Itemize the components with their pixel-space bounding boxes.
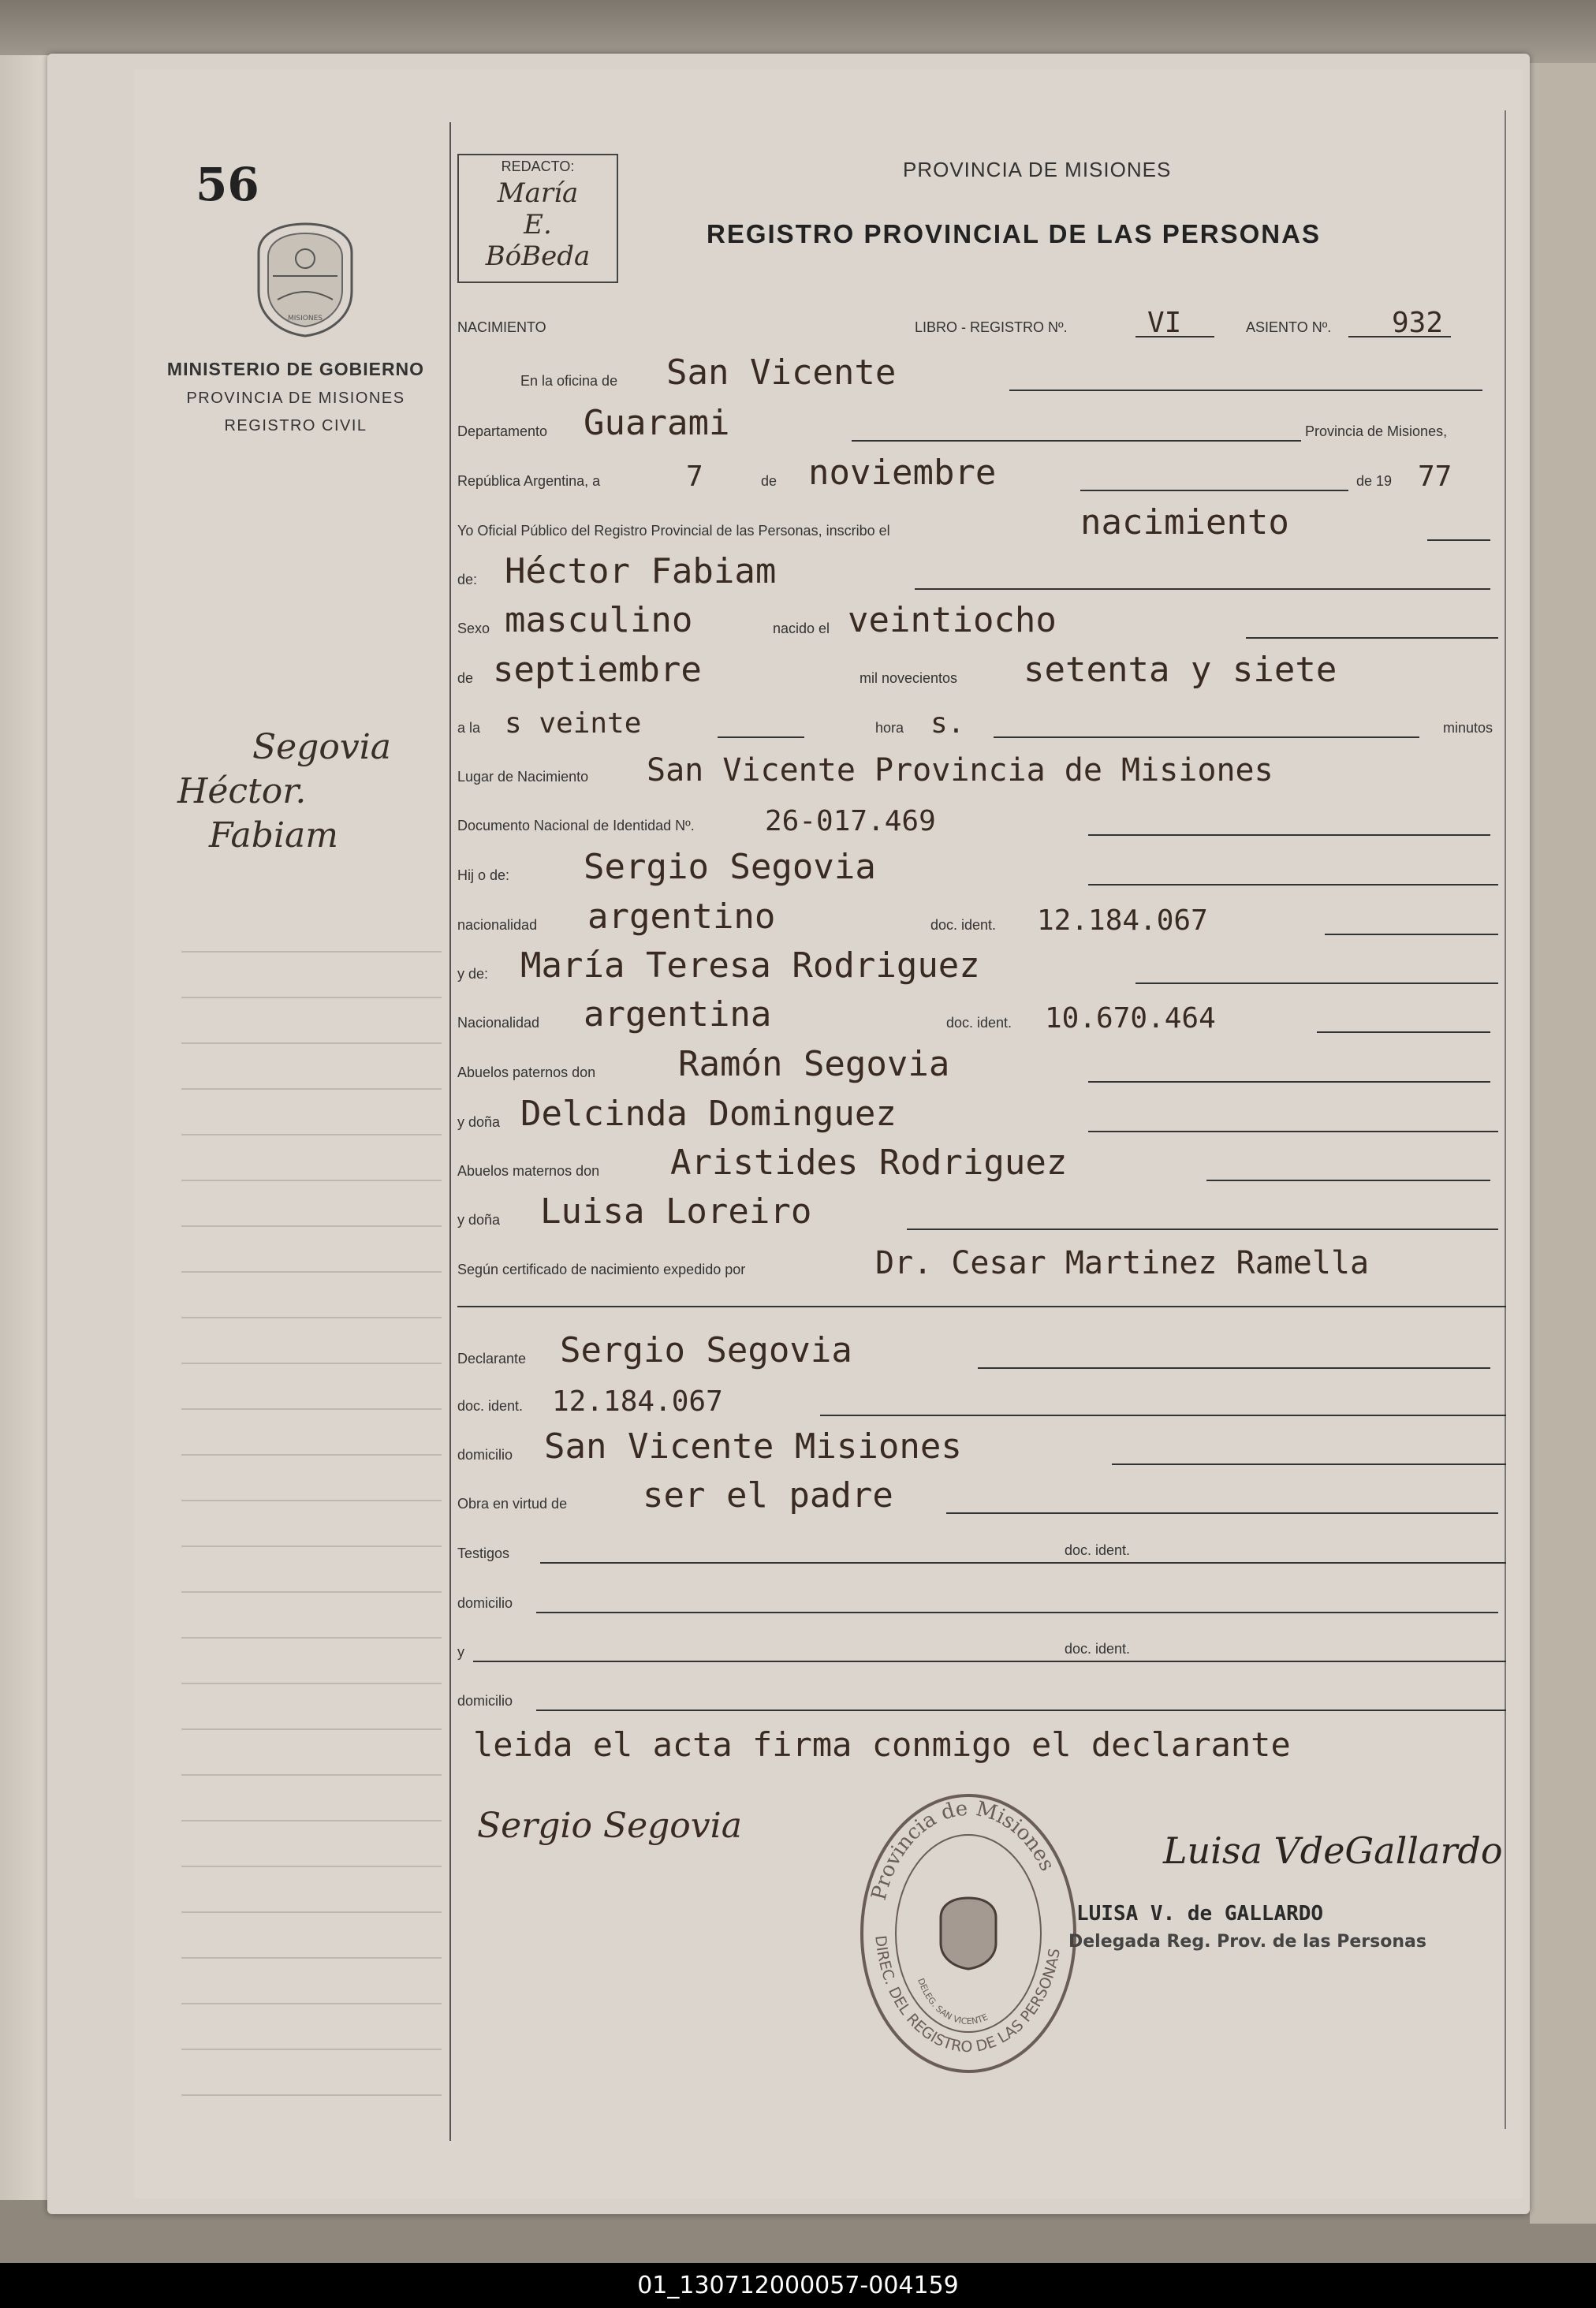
row-persona bbox=[457, 552, 1506, 598]
svg-text:Provincia de Misiones bbox=[867, 1797, 1059, 1903]
label-alas: a la bbox=[457, 720, 481, 736]
crest-icon bbox=[254, 221, 356, 339]
value-abuelo-paterno: Ramón Segovia bbox=[678, 1044, 950, 1084]
redacto-label: REDACTO: bbox=[501, 158, 575, 174]
value-sexo: masculino bbox=[505, 600, 693, 640]
ministry-province: PROVINCIA DE MISIONES bbox=[186, 390, 405, 407]
row-leida bbox=[457, 1715, 1506, 1770]
label-departamento: Departamento bbox=[457, 423, 548, 439]
value-madre: María Teresa Rodriguez bbox=[520, 945, 980, 986]
label-minutos: minutos bbox=[1443, 720, 1493, 736]
official-role: Delegada Reg. Prov. de las Personas bbox=[1068, 1932, 1426, 1952]
label-de-persona: de: bbox=[457, 572, 478, 587]
label-doc-padre: doc. ident. bbox=[930, 917, 997, 933]
value-doc-madre: 10.670.464 bbox=[1045, 1002, 1216, 1035]
label-obra: Obra en virtud de bbox=[457, 1496, 568, 1512]
row-oficial bbox=[457, 503, 1506, 549]
value-padre: Sergio Segovia bbox=[584, 847, 876, 887]
label-de-mes: de bbox=[457, 670, 474, 686]
label-doc-declarante: doc. ident. bbox=[457, 1398, 524, 1414]
label-nacionalidad-madre: Nacionalidad bbox=[457, 1015, 540, 1031]
label-domicilio-testigo-1: domicilio bbox=[457, 1595, 513, 1611]
row-hijo bbox=[457, 848, 1506, 893]
redacto-name-line: E. bbox=[524, 209, 552, 240]
redacto-name bbox=[459, 177, 617, 272]
page-number: 56 bbox=[196, 158, 259, 211]
value-mes-nacimiento: septiembre bbox=[493, 650, 702, 690]
label-domicilio: domicilio bbox=[457, 1447, 513, 1463]
row-lugar bbox=[457, 749, 1506, 795]
ministry-title: MINISTERIO DE GOBIERNO bbox=[166, 359, 425, 379]
row-abuelo-materno bbox=[457, 1143, 1506, 1189]
row-declarante bbox=[457, 1331, 1506, 1377]
margin-note-line: Fabiam bbox=[209, 815, 338, 856]
label-de: de bbox=[761, 473, 777, 489]
label-y-dona-2: y doña bbox=[457, 1212, 501, 1228]
label-doc-testigo-1: doc. ident. bbox=[1065, 1542, 1131, 1558]
row-testigos bbox=[457, 1526, 1506, 1572]
value-anio-nacimiento: setenta y siete bbox=[1024, 650, 1337, 690]
label-hora: hora bbox=[875, 720, 904, 736]
ministry-block bbox=[166, 359, 426, 435]
row-obra bbox=[457, 1476, 1506, 1522]
redacto-name-line: María bbox=[497, 177, 579, 209]
row-hora bbox=[457, 700, 1506, 746]
value-hora2: s. bbox=[930, 707, 965, 740]
value-oficina: San Vicente bbox=[666, 352, 897, 393]
value-abuela-paterna: Delcinda Dominguez bbox=[520, 1094, 897, 1134]
row-blank bbox=[457, 1270, 1506, 1315]
row-doc-declarante bbox=[457, 1378, 1506, 1424]
label-sexo: Sexo bbox=[457, 621, 490, 636]
label-asiento: ASIENTO Nº. bbox=[1246, 319, 1332, 335]
header-registry: REGISTRO PROVINCIAL DE LAS PERSONAS bbox=[707, 219, 1321, 248]
value-acto: nacimiento bbox=[1080, 502, 1289, 543]
crest-label: MISIONES bbox=[287, 315, 323, 323]
row-fecha bbox=[457, 453, 1506, 499]
value-certificado: Dr. Cesar Martinez Ramella bbox=[875, 1245, 1370, 1281]
label-provincia: Provincia de Misiones, bbox=[1305, 423, 1448, 439]
value-abuelo-materno: Aristides Rodriguez bbox=[670, 1143, 1068, 1183]
value-hora: s veinte bbox=[505, 707, 642, 740]
margin-note bbox=[177, 725, 391, 858]
value-nacido: veintiocho bbox=[848, 600, 1057, 640]
row-madre bbox=[457, 946, 1506, 992]
stamp-inner-text: DELEG. SAN VICENTE bbox=[915, 1977, 990, 2027]
label-declarante: Declarante bbox=[457, 1351, 527, 1367]
label-mil: mil novecientos bbox=[860, 670, 958, 686]
row-domicilio-testigo-2 bbox=[457, 1673, 1506, 1719]
label-abuelos-paternos: Abuelos paternos don bbox=[457, 1065, 596, 1080]
official-name: LUISA V. de GALLARDO bbox=[1076, 1902, 1324, 1926]
redacto-name-line: BóBeda bbox=[485, 240, 591, 272]
label-libro: LIBRO - REGISTRO Nº. bbox=[915, 319, 1068, 335]
ministry-registry: REGISTRO CIVIL bbox=[224, 417, 367, 434]
value-obra: ser el padre bbox=[643, 1475, 893, 1516]
label-hijo: Hij o de: bbox=[457, 867, 510, 883]
label-de19: de 19 bbox=[1356, 473, 1393, 489]
official-signature-block bbox=[1068, 1814, 1518, 1987]
label-oficina: En la oficina de bbox=[520, 373, 618, 389]
label-nacimiento: NACIMIENTO bbox=[457, 319, 546, 335]
label-nacido: nacido el bbox=[773, 621, 830, 636]
label-nacionalidad-padre: nacionalidad bbox=[457, 917, 538, 933]
value-persona: Héctor Fabiam bbox=[505, 551, 777, 591]
value-nacionalidad-padre: argentino bbox=[587, 897, 776, 937]
image-id-text: 01_130712000057-004159 bbox=[637, 2272, 959, 2299]
redacto-box bbox=[457, 154, 618, 283]
value-asiento: 932 bbox=[1392, 307, 1444, 339]
row-oficina bbox=[457, 353, 1506, 399]
value-departamento: Guarami bbox=[584, 403, 730, 443]
label-y: y bbox=[457, 1644, 464, 1660]
label-republica: República Argentina, a bbox=[457, 473, 601, 489]
declarant-signature: Sergio Segovia bbox=[477, 1806, 742, 1846]
row-libro bbox=[457, 300, 1506, 345]
value-leida: leida el acta firma conmigo el declarante bbox=[473, 1725, 1291, 1764]
value-dia: 7 bbox=[686, 460, 703, 493]
label-oficial: Yo Oficial Público del Registro Provincial de las Personas, inscribo el bbox=[457, 523, 890, 539]
label-y-de: y de: bbox=[457, 966, 489, 982]
row-domicilio-testigo-1 bbox=[457, 1575, 1506, 1621]
label-testigos: Testigos bbox=[457, 1546, 510, 1561]
value-dni: 26-017.469 bbox=[765, 805, 936, 837]
row-abuelo-paterno bbox=[457, 1045, 1506, 1091]
row-nacionalidad-padre bbox=[457, 897, 1506, 943]
label-abuelos-maternos: Abuelos maternos don bbox=[457, 1163, 600, 1179]
value-declarante: Sergio Segovia bbox=[560, 1330, 852, 1370]
value-domicilio: San Vicente Misiones bbox=[544, 1426, 962, 1467]
value-doc-declarante: 12.184.067 bbox=[552, 1385, 723, 1418]
label-dni: Documento Nacional de Identidad Nº. bbox=[457, 818, 695, 833]
row-testigo-2 bbox=[457, 1624, 1506, 1670]
label-y-dona-1: y doña bbox=[457, 1114, 501, 1130]
header-province: PROVINCIA DE MISIONES bbox=[903, 158, 1172, 181]
row-sexo bbox=[457, 601, 1506, 647]
registry-stamp bbox=[858, 1792, 1079, 2075]
label-doc-testigo-2: doc. ident. bbox=[1065, 1641, 1131, 1657]
margin-ruled-lines bbox=[181, 907, 442, 2137]
value-nacionalidad-madre: argentina bbox=[584, 994, 772, 1035]
row-abuela-materna bbox=[457, 1192, 1506, 1238]
value-doc-padre: 12.184.067 bbox=[1037, 904, 1208, 937]
value-lugar: San Vicente Provincia de Misiones bbox=[647, 752, 1273, 789]
value-libro: VI bbox=[1147, 307, 1182, 339]
page-stack-edge bbox=[1530, 63, 1596, 2224]
margin-divider bbox=[449, 122, 451, 2141]
official-signature: Luisa VdeGallardo bbox=[1163, 1829, 1503, 1872]
svg-text:DELEG. SAN VICENTE bbox=[915, 1977, 990, 2026]
margin-note-line: Héctor. bbox=[177, 771, 307, 811]
label-lugar: Lugar de Nacimiento bbox=[457, 769, 589, 785]
value-mes: noviembre bbox=[808, 453, 997, 493]
row-departamento bbox=[457, 404, 1506, 449]
value-anio: 77 bbox=[1418, 460, 1452, 493]
row-nacimiento-anio bbox=[457, 651, 1506, 696]
value-abuela-materna: Luisa Loreiro bbox=[540, 1191, 812, 1232]
stamp-bottom-text: DIREC. DEL REGISTRO DE LAS PERSONAS bbox=[871, 1934, 1064, 2056]
label-doc-madre: doc. ident. bbox=[946, 1015, 1012, 1031]
row-dni bbox=[457, 798, 1506, 844]
label-domicilio-testigo-2: domicilio bbox=[457, 1693, 513, 1709]
image-id-bar bbox=[0, 2263, 1596, 2308]
row-domicilio bbox=[457, 1427, 1506, 1473]
stamp-outer-text: Provincia de Misiones bbox=[867, 1796, 1060, 1903]
label-certificado: Según certificado de nacimiento expedido por bbox=[457, 1262, 746, 1277]
row-abuela-paterna bbox=[457, 1094, 1506, 1140]
margin-note-line: Segovia bbox=[252, 727, 391, 767]
row-nacionalidad-madre bbox=[457, 995, 1506, 1041]
